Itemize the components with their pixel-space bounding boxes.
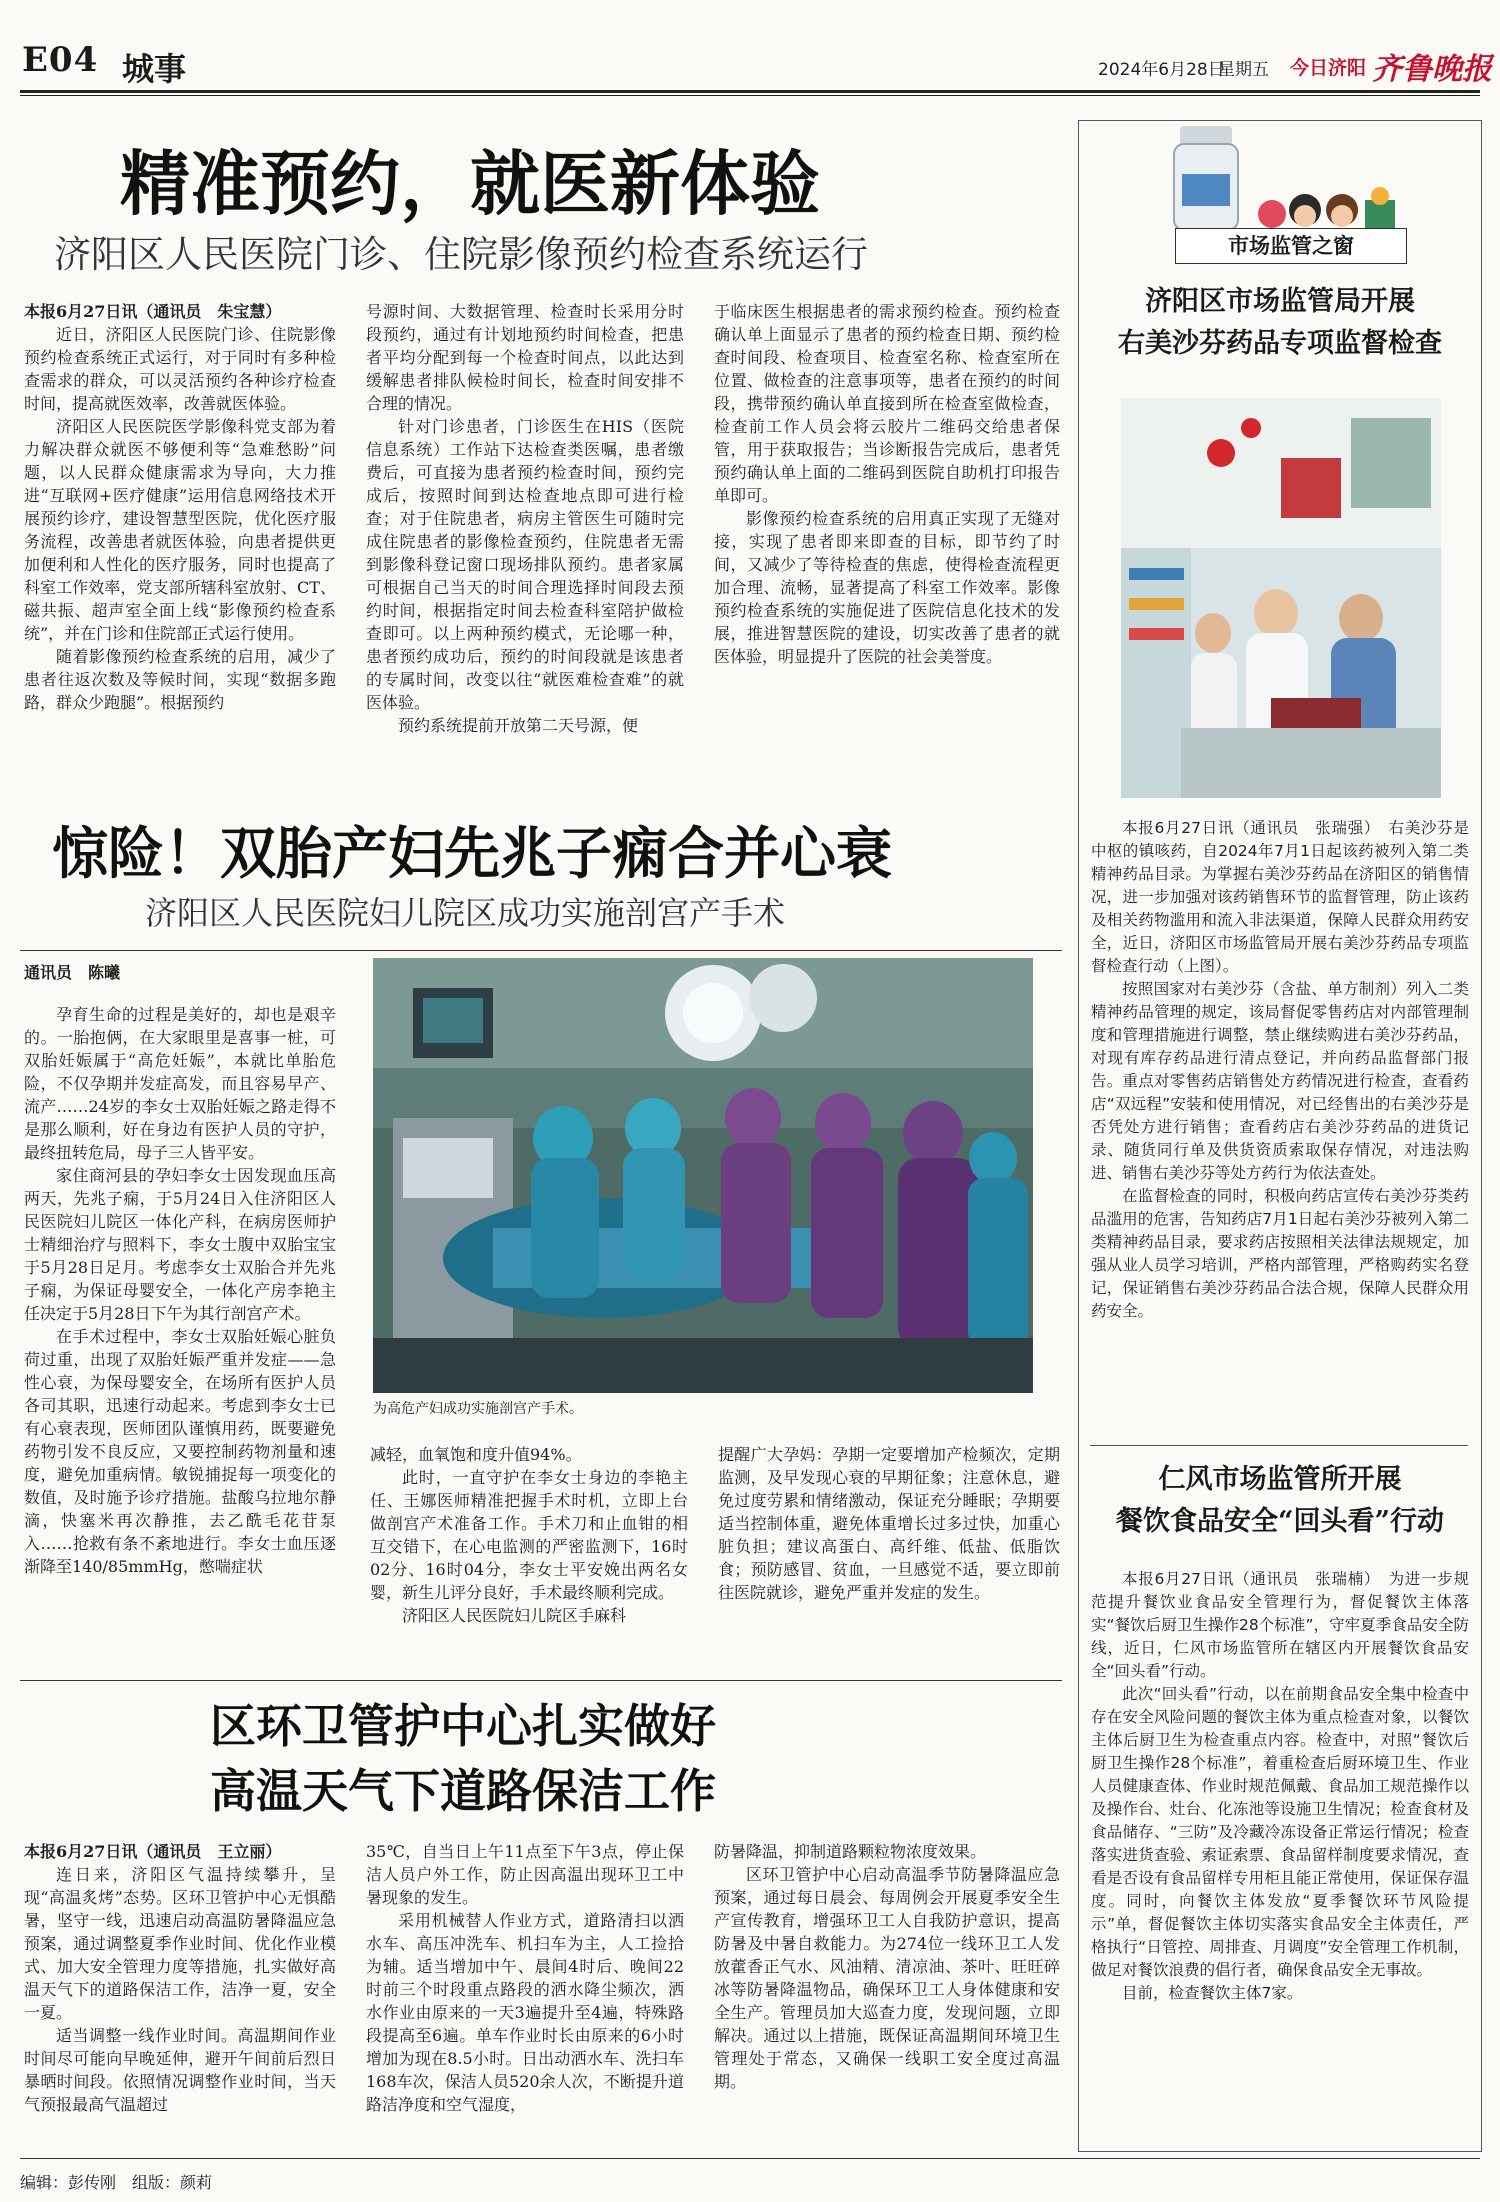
article3-dateline: 本报6月27日讯（通讯员 王立丽） [24, 1842, 282, 1861]
photo-caption: 为高危产妇成功实施剖宫产手术。 [373, 1401, 583, 1417]
article3-paragraph: 防暑降温，抑制道路颗粒物浓度效果。 [714, 1842, 987, 1861]
sidebar-story2-headline-2: 餐饮食品安全“回头看”行动 [1115, 1506, 1445, 1537]
article3-rule [20, 1680, 1062, 1681]
article2-paragraph: 孕育生命的过程是美好的，却也是艰辛的。一胎抱俩，在大家眼里是喜事一桩，可双胎妊娠属于“高危妊娠”，本就比单胎危险，不仅孕期并发症高发，而且容易早产、流产……24岁的李女士双胎妊娠之路走得不是那么顺利，好在身边有医护人员的守护，最终扭转危局，母子三人皆平安。 [24, 1005, 336, 1162]
article2-byline: 通讯员 陈曦 [24, 963, 121, 982]
article3-paragraph: 区环卫管护中心启动高温季节防暑降温应急预案，通过每日晨会、每周例会开展夏季安全生产宣传教育，增强环卫工人自我防护意识，提高防暑及中暑自救能力。为274位一线环卫工人发放藿香正气水、风油精、清凉油、茶叶、旺旺碎冰等防暑降温物品，确保环卫工人身体健康和安全生产。管理员加大巡查力度，发现问题，立即解决。通过以上措施，既保证高温期间环境卫生管理处于常态，又确保一线职工安全度过高温期。 [714, 1865, 1060, 2091]
article1-col2 [366, 300, 684, 737]
sidebar-story2-body [1091, 1568, 1469, 2005]
market-window-title: 市场监管之窗 [1175, 228, 1407, 264]
section-name: 城事 [122, 50, 187, 88]
article3-col3 [714, 1840, 1060, 2093]
article1-dateline: 本报6月27日讯（通讯员 朱宝慧） [24, 302, 282, 321]
article3-paragraph: 连日来，济阳区气温持续攀升，呈现“高温炙烤”态势。区环卫管护中心无惧酷暑，坚守一线，迅速启动高温防暑降温应急预案，通过调整夏季作业时间、优化作业模式、加大安全管理力度等措施，扎实做好高温天气下的道路保洁工作，洁净一夏，安全一夏。 [24, 1865, 336, 2022]
article2-paragraph: 家住商河县的孕妇李女士因发现血压高两天，先兆子痫，于5月24日入住济阳区人民医院妇儿院区一体化产科，在病房医师护士精细治疗与照料下，李女士腹中双胎宝宝于5月28日足月。考虑李女士双胎合并先兆子痫，为保证母婴安全，一体化产房李艳主任决定于5月28日下午为其行剖宫产术。 [24, 1166, 336, 1323]
article1-paragraph: 影像预约检查系统的启用真正实现了无缝对接，实现了患者即来即查的目标，即节约了时间，又减少了等待检查的焦虑，使得检查流程更加合理、流畅，显著提高了科室工作效率。影像预约检查系统的实施促进了医院信息化技术的发展，推进智慧医院的建设，切实改善了患者的就医体验，明显提升了医院的社会美誉度。 [714, 509, 1060, 666]
article2-headline: 惊险！双胎产妇先兆子痫合并心衰 [52, 821, 892, 887]
article3-paragraph: 采用机械替人作业方式，道路清扫以洒水车、高压冲洗车、机扫车为主，人工捡拾为辅。适当增加中午、晨间4时后、晚间22时前三个时段重点路段的洒水降尘频次，洒水作业由原来的一天3遍提升至4遍，特殊路段提高至6遍。单车作业时长由原来的6小时增加为现在8.5小时。日出动洒水车、洗扫车168车次，保洁人员520余人次，不断提升道路洁净度和空气湿度， [366, 1911, 684, 2114]
sidebar-story2-paragraph: 本报6月27日讯（通讯员 张瑞楠） 为进一步规范提升餐饮业食品安全管理行为，督促餐饮主体落实“餐饮后厨卫生操作28个标准”，守牢夏季食品安全防线，近日，仁风市场监管所在辖区内开展餐饮食品安全“回头看”行动。 [1091, 1570, 1469, 1680]
article1-paragraph: 针对门诊患者，门诊医生在HIS（医院信息系统）工作站下达检查类医嘱，患者缴费后，可直接为患者预约检查时间，预约完成后，按照时间到达检查地点即可进行检查；对于住院患者，病房主管医生可随时完成住院患者的影像检查预约，住院患者无需到影像科登记窗口现场排队预约。患者家属可根据自己当天的时间合理选择时间段去预约时间，根据指定时间去检查科室陪护做检查即可。以上两种预约模式，无论哪一种，患者预约成功后，预约的时间段就是该患者的专属时间，改变以往“就医难检查难”的就医体验。 [366, 417, 684, 712]
article2-paragraph: 在手术过程中，李女士双胎妊娠心脏负荷过重，出现了双胎妊娠严重并发症——急性心衰，为保母婴安全，在场所有医护人员各司其职，迅速行动起来。考虑到李女士已有心衰表现，医师团队谨慎用药，既要避免药物引发不良反应，又要控制药物剂量和速度，避免加重病情。敏锐捕捉每一项变化的数值，及时施予诊疗措施。盐酸乌拉地尔静滴，快塞米再次静推，去乙酰毛花苷泵入……抢救有条不紊地进行。李女士血压逐渐降至140/85mmHg，憋喘症状 [24, 1327, 336, 1576]
article1-paragraph: 号源时间、大数据管理、检查时长采用分时段预约，通过有计划地预约时间检查，把患者平均分配到每一个检查时间点，以此达到缓解患者排队候检时间长，检查时间安排不合理的情况。 [366, 302, 684, 413]
sidebar-story1-body [1091, 817, 1469, 1323]
article1-paragraph: 于临床医生根据患者的需求预约检查。预约检查确认单上面显示了患者的预约检查日期、预约检查时间段、检查项目、检查室名称、检查室所在位置、做检查的注意事项等，患者在预约的时间段，携带预约确认单直接到所在检查室做检查，检查前工作人员会将云胶片二维码交给患者保管，用于获取报告；当诊断报告完成后，患者凭预约确认单上面的二维码到医院自助机打印报告单即可。 [714, 302, 1060, 505]
article2-col3 [718, 1443, 1060, 1604]
sidebar-story1-paragraph: 按照国家对右美沙芬（含盐、单方制剂）列入二类精神药品管理的规定，该局督促零售药店对内部管理制度和管理措施进行调整，禁止继续购进右美沙芬药品，对现有库存药品进行清点登记，并向药品监督部门报告。重点对零售药店销售处方药情况进行检查，查看药店“双远程”安装和使用情况，对已经售出的右美沙芬是否凭处方进行销售；查看药店右美沙芬药品的进货记录、随货同行单及供货资质索取保存情况，对违法购进、销售右美沙芬等处方药行为依法查处。 [1091, 980, 1469, 1182]
issue-weekday: 星期五 [1218, 60, 1269, 80]
article1-col1 [24, 300, 336, 714]
article3-headline-1: 区环卫管护中心扎实做好 [210, 1699, 716, 1753]
sidebar-story1-headline-1: 济阳区市场监管局开展 [1145, 286, 1415, 317]
article3-paragraph: 适当调整一线作业时间。高温期间作业时间尽可能向早晚延伸，避开午间前后烈日暴晒时间段。依照情况调整作业时间，当天气预报最高气温超过 [24, 2026, 336, 2114]
footer-rule [20, 2158, 1480, 2159]
sidebar-divider [1090, 1445, 1468, 1446]
article1-col3 [714, 300, 1060, 668]
sidebar-story1-paragraph: 在监督检查的同时，积极向药店宣传右美沙芬类药品滥用的危害，告知药店7月1日起右美沙芬被列入第二类精神药品目录，要求药店按照相关法律法规规定，加强从业人员学习培训，严格内部管理，严格购药实名登记，保证销售右美沙芬药品合法合规，保障人民群众用药安全。 [1091, 1187, 1469, 1320]
article1-headline: 精准预约，就医新体验 [120, 142, 820, 225]
article3-paragraph: 35℃，自当日上午11点至下午3点，停止保洁人员户外工作，防止因高温出现环卫工中暑现象的发生。 [366, 1842, 684, 1907]
article1-paragraph: 预约系统提前开放第二天号源，便 [398, 716, 639, 735]
article2-paragraph: 提醒广大孕妈：孕期一定要增加产检频次，定期监测，及早发现心衰的早期征象；注意休息，避免过度劳累和情绪激动，保证充分睡眠；孕期要适当控制体重，避免体重增长过多过快，加重心脏负担；建议高蛋白、高纤维、低盐、低脂饮食；预防感冒、贫血，一旦感觉不适，要立即前往医院就诊，避免严重并发症的发生。 [718, 1445, 1060, 1602]
edition-name: 今日济阳 [1290, 57, 1367, 79]
article2-paragraph: 济阳区人民医院妇儿院区手麻科 [402, 1606, 627, 1625]
article3-headline-2: 高温天气下道路保洁工作 [210, 1764, 716, 1818]
article2-paragraph: 此时，一直守护在李女士身边的李艳主任、王娜医师精准把握手术时机，立即上台做剖宫产术准备工作。手术刀和止血钳的相互交错下，在心电监测的严密监测下，16时02分、16时04分，李女士平安娩出两名女婴，新生儿评分良好，手术最终顺利完成。 [370, 1468, 688, 1602]
article2-col2 [370, 1443, 688, 1627]
article2-paragraph: 减轻，血氧饱和度升值94%。 [370, 1445, 582, 1464]
masthead-rule [20, 90, 1480, 93]
page-number: E04 [22, 40, 99, 80]
article2-col1 [24, 1003, 336, 1578]
newspaper-logo: 齐鲁晚报 [1372, 52, 1492, 87]
article1-paragraph: 济阳区人民医院医学影像科党支部为着力解决群众就医不够便利等“急难愁盼”问题，以人民群众健康需求为导向，大力推进“互联网+医疗健康”运用信息网络技术开展预约诊疗，建设智慧型医院，优化医疗服务流程，改善患者就医体验，向患者提供更加便利和人性化的医疗服务，同时也提高了科室工作效率，党支部所辖科室放射、CT、磁共振、超声室全面上线“影像预约检查系统”，并在门诊和住院部正式运行使用。 [24, 417, 336, 643]
sidebar-story1-headline-2: 右美沙芬药品专项监督检查 [1118, 328, 1442, 359]
masthead-rule-thin [20, 95, 1480, 96]
article3-col1 [24, 1840, 336, 2116]
issue-date: 2024年6月28日 [1098, 60, 1225, 80]
sidebar-story2-paragraph: 此次“回头看”行动，以在前期食品安全集中检查中存在安全风险问题的餐饮主体为重点检查对象，以餐饮主体后厨卫生为检查重点内容。检查中，对照“餐饮后厨卫生操作28个标准”，着重检查后厨环境卫生、作业人员健康查体、作业时规范佩戴、食品加工规范操作以及操作台、灶台、化冻池等设施卫生情况；检查食材及食品储存、“三防”及冷藏冷冻设备正常运行情况；检查落实进货查验、索证索票、食品留样制度要求情况，查看是否设有食品留样专用柜且能正常使用，保证保存温度。同时，向餐饮主体发放“夏季餐饮环节风险提示”单，督促餐饮主体切实落实食品安全主体责任，严格执行“日管控、周排查、月调度”安全管理工作机制，做足对餐饮浪费的倡行者，确保食品安全无事故。 [1091, 1685, 1469, 1979]
surgery-photo [373, 958, 1033, 1393]
sidebar-story1-paragraph: 本报6月27日讯（通讯员 张瑞强） 右美沙芬是中枢的镇咳药，自2024年7月1日起该药被列入第二类精神药品目录。为掌握右美沙芬药品在济阳区的销售情况，进一步加强对该药销售环节的监督管理，防止该药及相关药物滥用和流入非法渠道，保障人民群众用药安全，近日，济阳区市场监管局开展右美沙芬药品专项监督检查行动（上图）。 [1091, 819, 1469, 975]
article1-subhead: 济阳区人民医院门诊、住院影像预约检查系统运行 [54, 233, 868, 276]
article3-col2 [366, 1840, 684, 2116]
sidebar-story2-paragraph: 目前，检查餐饮主体7家。 [1122, 1984, 1303, 2002]
article2-rule [20, 950, 1062, 951]
editor-credits: 编辑：彭传刚 组版：颜莉 [20, 2173, 213, 2192]
sidebar-story2-headline-1: 仁风市场监管所开展 [1158, 1464, 1402, 1495]
article2-subhead: 济阳区人民医院妇儿院区成功实施剖宫产手术 [145, 894, 786, 932]
article1-paragraph: 近日，济阳区人民医院门诊、住院影像预约检查系统正式运行，对于同时有多种检查需求的群众，可以灵活预约各种诊疗检查时间，提高就医效率，改善就医体验。 [24, 325, 336, 413]
article1-paragraph: 随着影像预约检查系统的启用，减少了患者往返次数及等候时间，实现“数据多跑路，群众少跑腿”。根据预约 [24, 647, 336, 712]
pharmacy-inspection-photo [1121, 398, 1441, 798]
